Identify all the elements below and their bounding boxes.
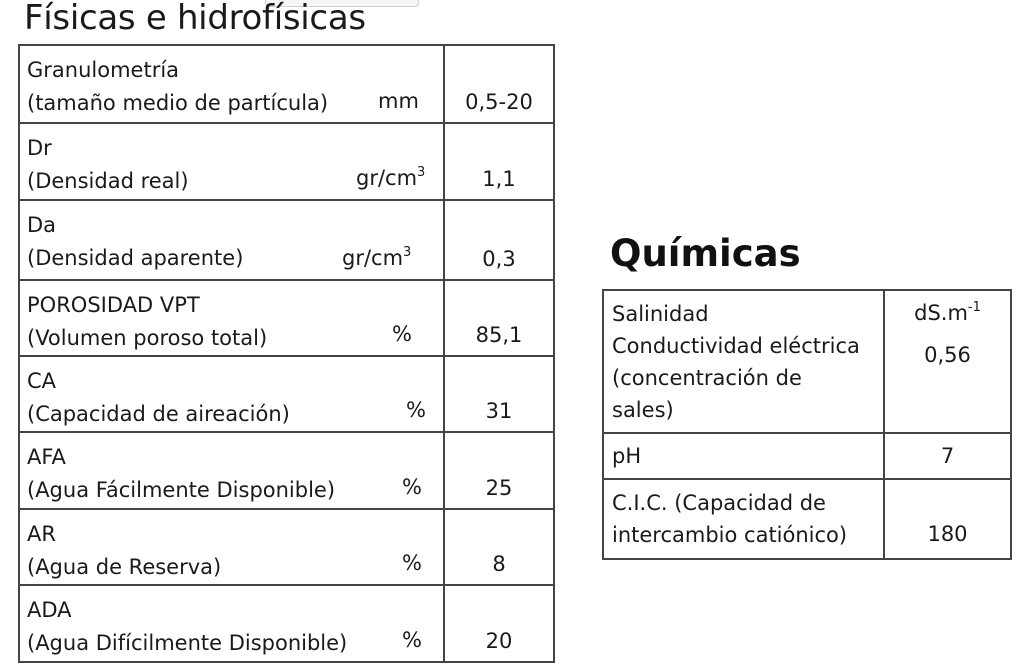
quimicas-row	[603, 479, 1011, 559]
fisicas-row	[19, 432, 554, 509]
property-unit: $dS.m^{-1}$	[914, 300, 981, 325]
property-label-line: (concentración de	[612, 366, 802, 390]
property-label-line: sales)	[612, 398, 674, 422]
section-title-fisicas: Físicas e hidrofísicas	[24, 0, 366, 38]
section-title-quimicas: Químicas	[610, 232, 801, 275]
property-value: 85,1	[444, 280, 554, 356]
property-label-line: pH	[612, 444, 642, 468]
property-label-line: intercambio catiónico)	[612, 523, 848, 547]
property-unit: $gr/cm^3$	[342, 245, 412, 270]
property-name: Granulometría	[27, 58, 180, 82]
property-value: 8	[444, 509, 554, 585]
fisicas-row	[19, 280, 554, 356]
property-name: Da	[27, 213, 57, 237]
property-value: 180	[884, 479, 1011, 559]
property-unit: %	[406, 398, 426, 422]
property-name: AR	[27, 522, 56, 546]
property-description: (Densidad real)	[27, 169, 189, 193]
property-unit: %	[402, 551, 422, 575]
unit-superscript: 3	[417, 165, 426, 180]
fisicas-row	[19, 585, 554, 662]
unit-superscript: -1	[967, 300, 981, 315]
property-description: (Densidad aparente)	[27, 246, 244, 270]
property-name: ADA	[27, 598, 72, 622]
property-unit: $gr/cm^3$	[356, 165, 426, 190]
unit-superscript: 3	[403, 245, 412, 260]
fisicas-table	[18, 44, 555, 663]
property-unit: %	[402, 628, 422, 652]
property-description: (tamaño medio de partícula)	[27, 91, 329, 115]
property-description: (Agua Difícilmente Disponible)	[27, 631, 348, 655]
property-value: 31	[444, 356, 554, 432]
property-unit: mm	[378, 89, 419, 113]
property-description: (Capacidad de aireación)	[27, 402, 290, 426]
quimicas-row	[603, 433, 1011, 479]
fisicas-row	[19, 45, 554, 123]
fisicas-row	[19, 356, 554, 432]
property-value: 0,5-20	[444, 45, 554, 123]
fisicas-row	[19, 123, 554, 200]
property-unit: %	[392, 322, 412, 346]
property-value: 20	[444, 585, 554, 662]
property-value: 0,56	[924, 343, 971, 367]
property-description: (Agua de Reserva)	[27, 555, 222, 579]
property-value: 1,1	[444, 123, 554, 200]
property-value: 7	[884, 433, 1011, 479]
property-name: AFA	[27, 445, 66, 469]
property-value: 25	[444, 432, 554, 509]
quimicas-table	[602, 289, 1012, 560]
property-label-line: Conductividad eléctrica	[612, 334, 860, 358]
property-label-line: C.I.C. (Capacidad de	[612, 491, 826, 515]
fisicas-row	[19, 200, 554, 280]
property-value: 0,3	[444, 200, 554, 280]
property-label-line: Salinidad	[612, 302, 709, 326]
quimicas-row	[603, 290, 1011, 433]
property-description: (Volumen poroso total)	[27, 326, 268, 350]
fisicas-row	[19, 509, 554, 585]
property-name: Dr	[27, 136, 52, 160]
property-description: (Agua Fácilmente Disponible)	[27, 478, 336, 502]
property-unit: %	[402, 475, 422, 499]
property-name: POROSIDAD VPT	[27, 293, 200, 317]
property-name: CA	[27, 369, 57, 393]
